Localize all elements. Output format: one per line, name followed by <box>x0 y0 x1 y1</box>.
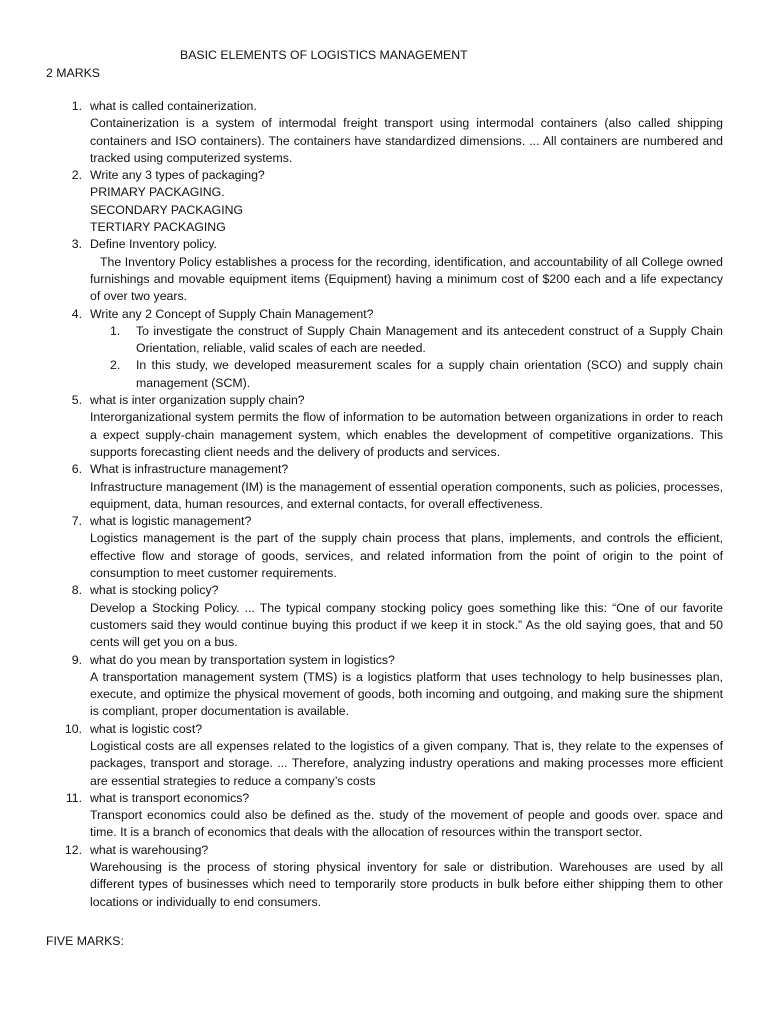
sub-list-item <box>90 357 723 392</box>
answer-line: TERTIARY PACKAGING <box>90 220 226 235</box>
question-number: 12. <box>64 842 82 857</box>
answer-text: Transport economics could also be defined as the. study of the movement of people and goods over. space and time. It is a branch of economics that deals with the allocation of resources within the transport sector. <box>90 808 723 840</box>
answer-text: Interorganizational system permits the flow of information to be automation between organizations in order to reach a expect supply-chain management system, which enables the development of competitive organizations. This supports forecasting client needs and the delivery of products and services. <box>90 410 723 459</box>
answer-text: Warehousing is the process of storing physical inventory for sale or distribution. Warehouses are used by all different types of businesses which need to temporarily store products in bulk before either shipping them to other locations or individually to end consumers. <box>90 860 723 909</box>
question-text: What is infrastructure management? <box>90 462 289 477</box>
answer-line: SECONDARY PACKAGING <box>90 202 244 217</box>
question-number: 9. <box>71 652 82 667</box>
question-item <box>46 392 723 461</box>
question-item <box>46 790 723 842</box>
question-number: 2. <box>71 168 82 183</box>
question-number: 7. <box>71 514 82 529</box>
question-item <box>46 98 723 167</box>
question-text: Write any 3 types of packaging? <box>90 168 265 183</box>
question-text: what is logistic management? <box>90 514 252 529</box>
question-item <box>46 652 723 721</box>
answer-text: Containerization is a system of intermodal freight transport using intermodal containers (also called shipping containers and ISO containers). The containers have standardized dimensions. ... All containers are numbered and tracked using computerized systems. <box>90 116 723 165</box>
answer-text: Logistical costs are all expenses related to the logistics of a given company. That is, they relate to the expenses of packages, transport and storage. ... Therefore, analyzing industry operations and making processes more efficient are essential strategies to reduce a company’s costs <box>90 738 723 788</box>
question-text: what is logistic cost? <box>90 721 203 736</box>
question-number: 10. <box>64 721 82 736</box>
sub-item-text: To investigate the construct of Supply Chain Management and its antecedent construct of a Supply Chain Orientation, reliable, valid scales of each are needed. <box>136 323 723 356</box>
document-title: BASIC ELEMENTS OF LOGISTICS MANAGEMENT <box>180 48 468 62</box>
question-number: 6. <box>71 462 82 477</box>
question-item <box>46 167 723 236</box>
question-item <box>46 236 723 305</box>
question-item <box>46 306 723 392</box>
question-number: 4. <box>71 306 82 321</box>
question-text: what is inter organization supply chain? <box>90 393 305 408</box>
answer-text: Infrastructure management (IM) is the management of essential operation components, such as policies, processes, equipment, data, human resources, and external contacts, for overall effectiveness. <box>90 479 723 511</box>
sub-item-number: 2. <box>110 358 121 373</box>
question-text: Define Inventory policy. <box>90 237 217 252</box>
answer-text: The Inventory Policy establishes a process for the recording, identification, and accountability of all College owned furnishings and movable equipment items (Equipment) having a minimum cost of $200 each and a life expectancy of over two years. <box>90 254 723 304</box>
answer-line: PRIMARY PACKAGING. <box>90 185 225 200</box>
question-number: 5. <box>71 393 82 408</box>
question-text: what is warehousing? <box>90 842 209 857</box>
sub-list <box>90 323 723 392</box>
question-item <box>46 461 723 513</box>
sub-item-text: In this study, we developed measurement scales for a supply chain orientation (SCO) and supply chain management (SCM). <box>136 358 723 390</box>
question-number: 3. <box>71 237 82 252</box>
question-text: what is stocking policy? <box>90 583 219 598</box>
answer-text: A transportation management system (TMS) is a logistics platform that uses technology to help businesses plan, execute, and optimize the physical movement of goods, both incoming and outgoing, and making sure the shipment is compliant, proper documentation is available. <box>90 669 723 719</box>
answer-text: Logistics management is the part of the supply chain process that plans, implements, and controls the efficient, effective flow and storage of goods, services, and related information from the point of origin to the point of consumption to meet customer requirements. <box>90 531 723 581</box>
question-item <box>46 582 723 651</box>
question-item <box>46 513 723 582</box>
sub-list-item <box>90 323 723 358</box>
question-text: Write any 2 Concept of Supply Chain Management? <box>90 306 374 321</box>
section-heading-five-marks: FIVE MARKS: <box>46 934 124 948</box>
question-number: 1. <box>71 99 82 113</box>
question-text: what is called containerization. <box>90 99 257 113</box>
question-list <box>46 98 723 911</box>
question-item <box>46 842 723 911</box>
question-number: 11. <box>65 790 82 805</box>
question-text: what is transport economics? <box>90 790 250 805</box>
question-text: what do you mean by transportation system in logistics? <box>90 652 395 667</box>
section-heading-2-marks: 2 MARKS <box>46 66 100 80</box>
question-item <box>46 721 723 790</box>
answer-text: Develop a Stocking Policy. ... The typical company stocking policy goes something like this: “One of our favorite customers said they would continue buying this product if we keep it in stock.” As the old saying goes, that and 50 cents will get you on a bus. <box>90 600 723 650</box>
question-number: 8. <box>71 583 82 598</box>
sub-item-number: 1. <box>110 323 121 338</box>
